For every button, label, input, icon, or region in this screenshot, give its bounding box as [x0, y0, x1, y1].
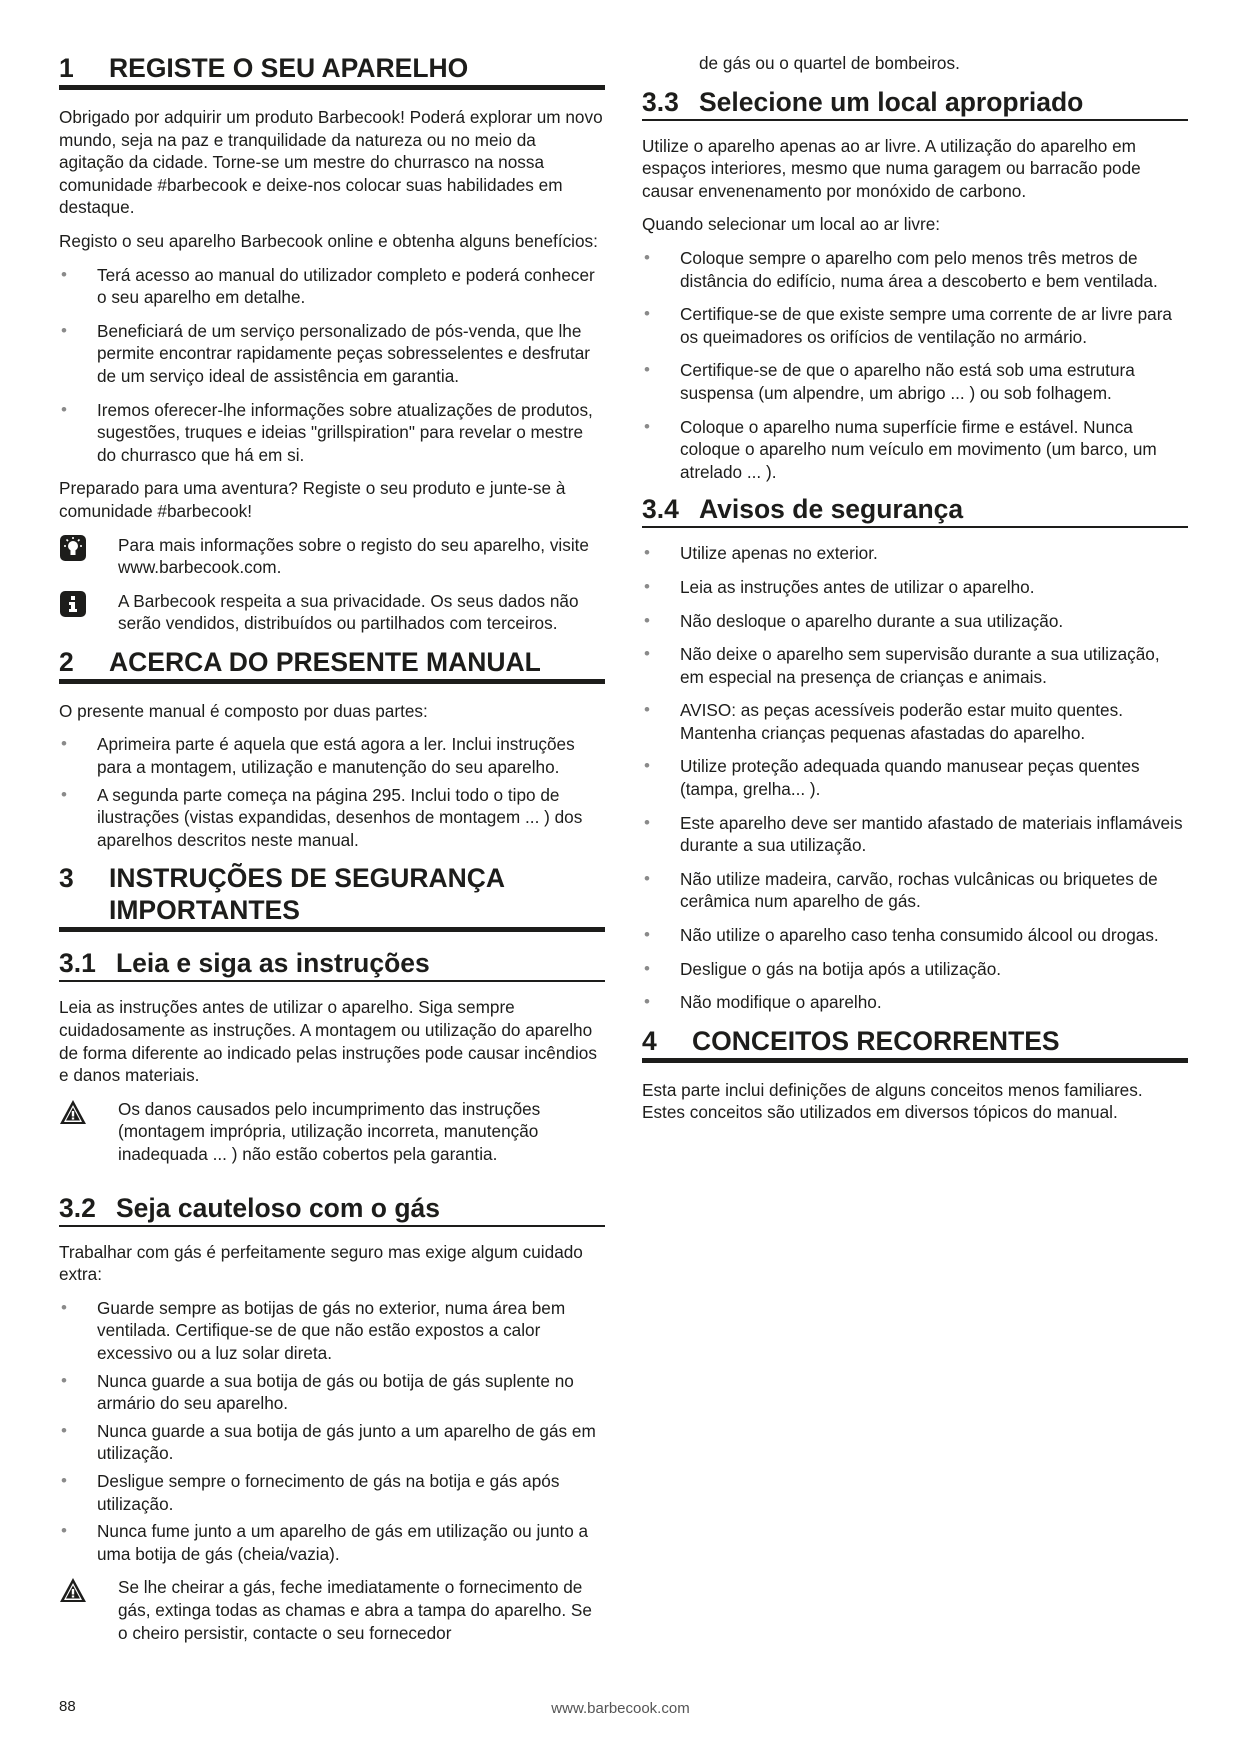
subsection-title: Avisos de segurança [699, 494, 964, 525]
list-item: • Nunca guarde a sua botija de gás junto a um aparelho de gás em utilização. [59, 1420, 605, 1465]
left-column [59, 52, 605, 1655]
list-item: • A segunda parte começa na página 295. Inclui todo o tipo de ilustrações (vistas expandidas, desenhos de montagem ... ) dos aparelhos descritos neste manual. [59, 784, 605, 852]
section-title: REGISTE O SEU APARELHO [109, 53, 469, 83]
list-item: • Utilize apenas no exterior. [642, 542, 1188, 565]
subsection-number: 3.3 [642, 86, 679, 117]
continued-text: de gás ou o quartel de bombeiros. [699, 53, 960, 73]
section-title: ACERCA DO PRESENTE MANUAL [109, 646, 541, 677]
section-3-heading [59, 862, 605, 932]
list-item: • Não utilize madeira, carvão, rochas vulcânicas ou briquetes de cerâmica num aparelho de gás. [642, 868, 1188, 913]
list-item: • Certifique-se de que existe sempre uma corrente de ar livre para os queimadores os orifícios de ventilação no armário. [642, 303, 1188, 348]
footer-url: www.barbecook.com [551, 1700, 690, 1717]
list-item: • Certifique-se de que o aparelho não está sob uma estrutura suspensa (um alpendre, um abrigo ... ) ou sob folhagem. [642, 359, 1188, 404]
section-number: 3 [59, 863, 74, 894]
section-3-3-heading [642, 87, 1188, 121]
section-3-2-heading [59, 1193, 605, 1227]
paragraph: Trabalhar com gás é perfeitamente seguro mas exige algum cuidado extra: [59, 1241, 583, 1285]
subsection-title: Leia e siga as instruções [116, 948, 430, 979]
list-item: • Não desloque o aparelho durante a sua utilização. [642, 610, 1188, 633]
warning-text: Os danos causados pelo incumprimento das instruções (montagem imprópria, utilização incorreta, manutenção inadequada ... ) não estão cobertos pela garantia. [118, 1098, 541, 1164]
section-title: INSTRUÇÕES DE SEGURANÇA IMPORTANTES [109, 863, 505, 926]
paragraph: Esta parte inclui definições de alguns conceitos menos familiares. Estes conceitos são utilizados em diversos tópicos do manual. [642, 1079, 1143, 1123]
info-icon [59, 590, 87, 618]
info-text: A Barbecook respeita a sua privacidade. Os seus dados não serão vendidos, distribuídos ou partilhados com terceiros. [118, 590, 579, 634]
warning-note [59, 1576, 605, 1644]
bullet-list [59, 264, 605, 467]
section-title: CONCEITOS RECORRENTES [692, 1025, 1060, 1056]
tip-note [59, 534, 605, 579]
warning-icon [59, 1576, 87, 1604]
warning-text: Se lhe cheirar a gás, feche imediatamente o fornecimento de gás, extinga todas as chamas e abra a tampa do aparelho. Se o cheiro persistir, contacte o seu fornecedor [118, 1577, 592, 1643]
list-item: • Beneficiará de um serviço personalizado de pós-venda, que lhe permite encontrar rapidamente peças sobresselentes e desfrutar de um serviço ideal de assistência em garantia. [59, 320, 605, 388]
list-item: • Guarde sempre as botijas de gás no exterior, numa área bem ventilada. Certifique-se de que não estão expostos a calor excessivo ou a luz solar direta. [59, 1297, 605, 1365]
paragraph: Registo o seu aparelho Barbecook online e obtenha alguns benefícios: [59, 230, 598, 251]
list-item: • Utilize proteção adequada quando manusear peças quentes (tampa, grelha... ). [642, 755, 1188, 800]
list-item: • Leia as instruções antes de utilizar o aparelho. [642, 576, 1188, 599]
subsection-title: Selecione um local apropriado [699, 86, 1084, 117]
paragraph: O presente manual é composto por duas partes: [59, 700, 428, 721]
list-item: • Não deixe o aparelho sem supervisão durante a sua utilização, em especial na presença de crianças e animais. [642, 643, 1188, 688]
section-number: 4 [642, 1025, 657, 1056]
paragraph: Leia as instruções antes de utilizar o aparelho. Siga sempre cuidadosamente as instruções. A montagem ou utilização do aparelho de forma diferente ao indicado pelas instruções pode causar incêndios e danos materiais. [59, 997, 597, 1086]
page-number: 88 [59, 1698, 76, 1715]
list-item: • Iremos oferecer-lhe informações sobre atualizações de produtos, sugestões, truques e ideias "grillspiration" para revelar o mestre do churrasco que há em si. [59, 399, 605, 467]
list-item: • Desligue sempre o fornecimento de gás na botija e gás após utilização. [59, 1470, 605, 1515]
list-item: • Nunca guarde a sua botija de gás ou botija de gás suplente no armário do seu aparelho. [59, 1370, 605, 1415]
list-item: • Aprimeira parte é aquela que está agora a ler. Inclui instruções para a montagem, utilização e manutenção do seu aparelho. [59, 733, 605, 778]
section-number: 2 [59, 646, 74, 677]
lightbulb-icon [59, 534, 87, 562]
list-item: • AVISO: as peças acessíveis poderão estar muito quentes. Mantenha crianças pequenas afastadas do aparelho. [642, 699, 1188, 744]
paragraph: Utilize o aparelho apenas ao ar livre. A utilização do aparelho em espaços interiores, mesmo que numa garagem ou barracão pode causar envenenamento por monóxido de carbono. [642, 135, 1141, 201]
tip-text: Para mais informações sobre o registo do seu aparelho, visite www.barbecook.com. [118, 534, 589, 578]
bullet-list [59, 733, 605, 851]
paragraph: Preparado para uma aventura? Registe o seu produto e junte-se à comunidade #barbecook! [59, 478, 566, 521]
section-4-heading [642, 1025, 1188, 1063]
section-2-heading [59, 646, 605, 684]
info-note [59, 590, 605, 635]
subsection-title: Seja cauteloso com o gás [116, 1192, 441, 1223]
paragraph: Quando selecionar um local ao ar livre: [642, 214, 941, 235]
section-3-4-heading [642, 494, 1188, 528]
bullet-list [642, 247, 1188, 483]
list-item: • Terá acesso ao manual do utilizador completo e poderá conhecer o seu aparelho em detalhe. [59, 264, 605, 309]
paragraph: Obrigado por adquirir um produto Barbecook! Poderá explorar um novo mundo, seja na paz e tranquilidade da natureza ou no meio da agitação da cidade. Torne-se um mestre do churrasco na nossa comunidade #barbecook e deixe-nos colocar suas habilidades em destaque. [59, 107, 603, 218]
list-item: • Coloque sempre o aparelho com pelo menos três metros de distância do edifício, numa área a descoberto e bem ventilada. [642, 247, 1188, 292]
list-item: • Coloque o aparelho numa superfície firme e estável. Nunca coloque o aparelho num veículo em movimento (um barco, um atrelado ... ). [642, 416, 1188, 484]
section-number: 1 [59, 53, 74, 83]
subsection-number: 3.4 [642, 494, 679, 525]
list-item: • Não utilize o aparelho caso tenha consumido álcool ou drogas. [642, 924, 1188, 947]
subsection-number: 3.2 [59, 1192, 96, 1223]
warning-note [59, 1098, 605, 1166]
list-item: • Nunca fume junto a um aparelho de gás em utilização ou junto a uma botija de gás (cheia/vazia). [59, 1520, 605, 1565]
section-1-heading [59, 52, 605, 90]
bullet-list [642, 542, 1188, 1014]
subsection-number: 3.1 [59, 948, 96, 979]
list-item: • Não modifique o aparelho. [642, 991, 1188, 1014]
list-item: • Desligue o gás na botija após a utilização. [642, 958, 1188, 981]
bullet-list [59, 1297, 605, 1566]
right-column [642, 52, 1188, 1135]
warning-icon [59, 1098, 87, 1126]
section-3-1-heading [59, 948, 605, 982]
list-item: • Este aparelho deve ser mantido afastado de materiais inflamáveis durante a sua utilização. [642, 812, 1188, 857]
